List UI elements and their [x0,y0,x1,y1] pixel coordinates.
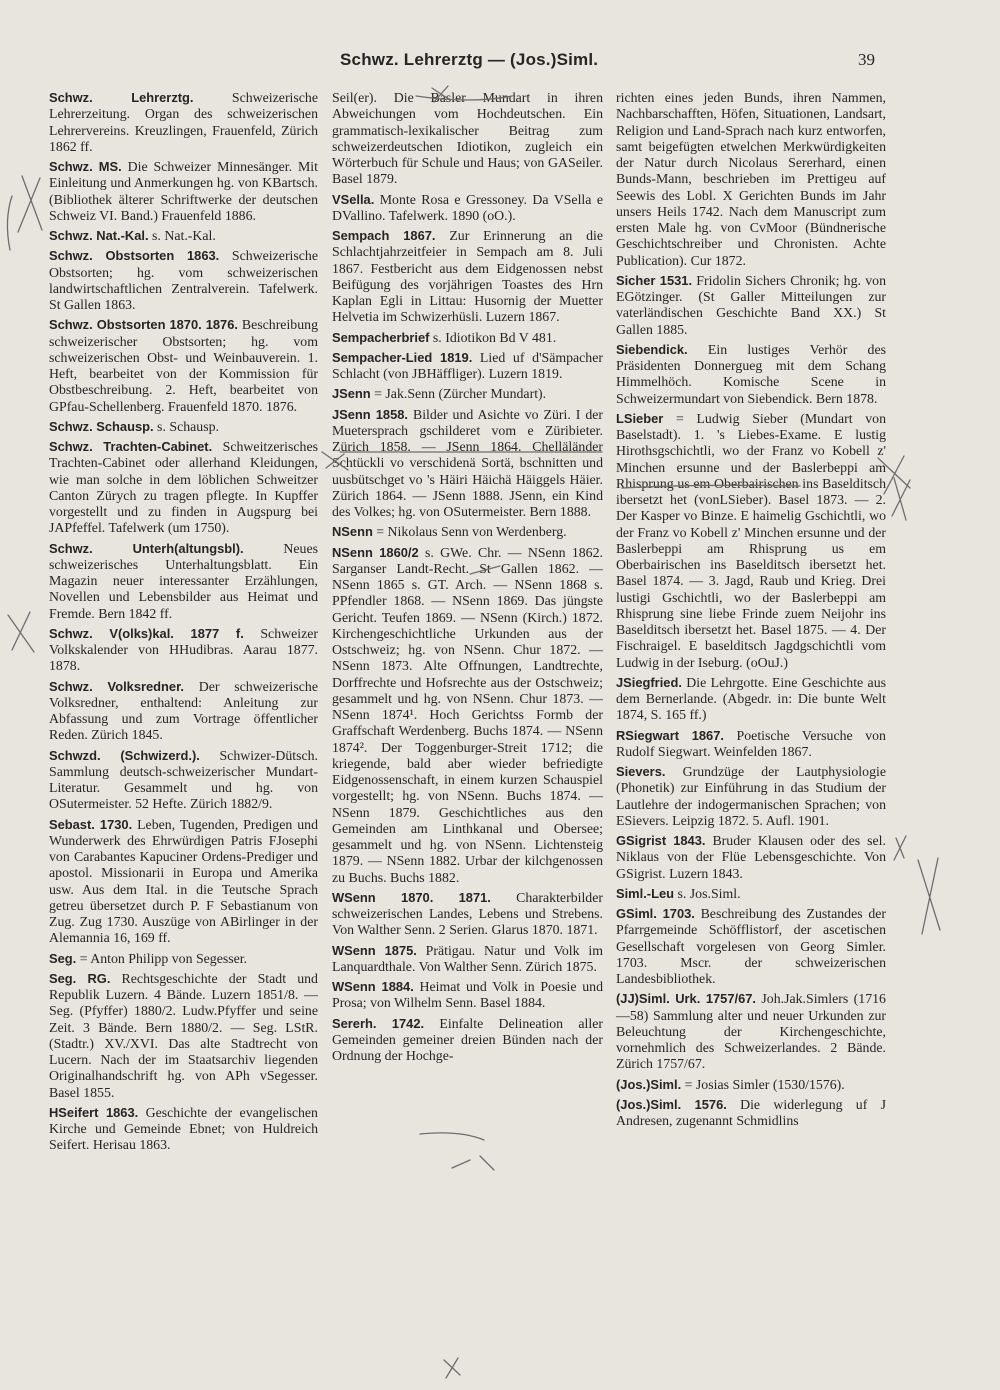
entry-text: Bruder Klausen oder des sel. Niklaus von der Flüe Lebensgeschichte. Von GSigrist. Luzern 1843. [616,833,886,881]
entry-text: Fridolin Sichers Chronik; hg. von EGötzinger. (St Galler Mitteilungen zur vaterländischen Geschichte Band XX.) St Gallen 1885. [616,272,886,337]
dictionary-entry [332,979,603,1012]
entry-text: Schweizerische Obstsorten; hg. vom schweizerischen landwirtschaftlichen Zentralverein. Tafelwerk. St Gallen 1863. [49,248,318,312]
entry-headword: (Jos.)Siml. [616,1076,682,1092]
dictionary-entry [616,906,886,987]
entry-text: Schweizer Volkskalender von HHudibras. Aarau 1877. 1878. [49,625,318,674]
entry-text: Joh.Jak.Simlers (1716—58) Sammlung alter und neuer Urkunden zur Beleuchtung der Kirchengeschichte, vornehmlich des Schweizerlandes. 2 Bände. Zürich 1757/67. [616,991,886,1072]
entry-text: Ein lustiges Verhör des Präsidenten Donnergueg mit dem Schang Himmelhöch. Komische Scene in Schweizermundart von Siebendick. Bern 1878. [616,341,886,406]
entry-headword: Sempacher-Lied 1819. [332,349,473,365]
entry-text: = Anton Philipp von Segesser. [76,950,248,966]
dictionary-entry [332,330,603,346]
dictionary-entry [49,419,318,435]
entry-headword: Sempacherbrief [332,329,430,345]
entry-text: Heimat und Volk in Poesie und Prosa; von Wilhelm Senn. Basel 1884. [332,979,603,1011]
entry-headword: WSenn 1884. [332,979,414,994]
dictionary-entry [616,90,886,269]
dictionary-entry [49,159,318,224]
entry-text: s. Schausp. [153,418,219,434]
dictionary-entry [332,192,603,225]
entry-text: Poetische Versuche von Rudolf Siegwart. Weinfelden 1867. [616,727,886,759]
dictionary-entry [616,886,886,902]
entry-text: s. Nat.-Kal. [148,228,216,243]
pencil-cross-mark [18,176,42,232]
entry-text: Schweizerische Lehrerzeitung. Organ des schweizerischen Lehrervereins. Kreuzlingen, Frauenfeld, Zürich 1862 ff. [49,90,318,154]
dictionary-entry [49,248,318,313]
entry-headword: Sererh. 1742. [332,1015,425,1031]
entry-text: Prätigau. Natur und Volk im Lanquardthale. Von Walther Senn. Zürich 1875. [332,942,603,974]
entry-text: Bilder und Asichte vo Züri. I der Muetersprach gschilderet vom e Züribieter. Zürich 1858. — JSenn 1864. Chelläländer Schtückli vo verschidenä Sortä, bschnitten und uusbütschget vo 's Häiri Häichä Häiggels Häier. Zürich 1864. — JSenn 1888. JSenn, ein Kind des Volkes; hg. von OSutermeister. Bern 1888. [332,406,603,519]
entry-headword: Schwz. Obstsorten 1870. 1876. [49,317,238,333]
dictionary-entry [616,764,886,829]
dictionary-entry [616,833,886,882]
dictionary-entry [49,439,318,537]
entry-headword: Schwz. Obstsorten 1863. [49,248,220,264]
entry-text: Neues schweizerisches Unterhaltungsblatt. Ein Magazin neuer interessanter Erzählungen, Novellen und Lebensbilder aus Heimat und Fremde. Bern 1842 ff. [49,540,318,621]
dictionary-entry [49,541,318,622]
pencil-cross-mark [918,858,940,934]
dictionary-entry [49,1105,318,1154]
column-right [616,90,886,1133]
dictionary-entry [616,1097,886,1130]
entry-headword: HSeifert 1863. [49,1104,139,1120]
entry-text: Geschichte der evangelischen Kirche und Gemeinde Ebnet; von Huldreich Seifert. Herisau 1863. [49,1104,318,1153]
dictionary-entry [616,411,886,671]
pencil-bracket [7,196,12,250]
dictionary-entry [332,890,603,939]
entry-headword: Schwz. Nat.-Kal. [49,228,149,243]
dictionary-entry [332,524,603,540]
entry-headword: VSella. [332,191,375,207]
entry-text: s. GWe. Chr. — NSenn 1862. Sarganser Landt-Recht. St Gallen 1862. — NSenn 1865 s. GT. Arch. — NSenn 1868 s. PPfendler 1868. — NSenn 1869. Das jüngste Gericht. Teufen 1869. — NSenn (Kirch.) 1872. Kirchengeschichtliche Urkunden aus der Ostschweiz; hg. von NSenn. Chur 1872. — NSenn 1873. Alte Offnungen, Landtrechte, Dorffrechte und Hofsrechte aus der Ostschweiz; gesammelt und hg. von NSenn. Chur 1873. — NSenn 1874¹. Hoch Gerichtss Formb der Graffschaft Werdenberg. Buchs 1874. — NSenn 1874². Der Toggenburger-Streit 1712; die kriegende, bald aber wieder befriedigte Eidgenossenschaft, in einem kurzen Schauspiel vorgestellt; hg. von NSenn. Buchs 1874. — NSenn 1879. Geschichtliches aus den Gemeinden am Linthkanal und Obersee; gesammelt und hg. von NSenn. Lichtensteig 1879. — NSenn 1882. Urbar der kilchgenossen zu Buchs. Buchs 1882. [332,544,603,885]
entry-headword: JSenn [332,386,371,402]
pencil-cross-mark [444,1358,460,1378]
entry-headword: Schwz. Schausp. [49,418,154,434]
entry-text: Die Lehrgotte. Eine Geschichte aus dem Bernerlande. (Abgedr. in: Die bunte Welt 1874, S. 165 ff.) [616,674,886,723]
dictionary-entry [49,228,318,244]
dictionary-entry [49,626,318,675]
dictionary-entry [49,951,318,967]
dictionary-entry [616,273,886,338]
entry-headword: GSigrist 1843. [616,833,706,848]
entry-text: Beschreibung schweizerischer Obstsorten; hg. vom schweizerischen Obst- und Weinbauverein. 1. Heft, bearbeitet von der Kommission für Obstbeschreibung. 2. Heft, bearbeitet von GPfau-Schellenberg. Frauenfeld 1870. 1876. [49,317,318,414]
entry-text: Der schweizerische Volksredner, enthaltend: Anleitung zur Abfassung und zum Vortrage öffentlicher Reden. Zürich 1845. [49,678,318,743]
entry-headword: LSieber [616,410,664,426]
entry-headword: Seg. RG. [49,970,111,986]
entry-headword: NSenn [332,524,373,540]
entry-headword: JSenn 1858. [332,406,409,422]
entry-headword: Seg. [49,950,77,966]
entry-text: richten eines jeden Bunds, ihren Nammen, Nachbarschafften, Höfen, Situationen, Landsart, Religion und Land-Sprach nach kurz entworfen, samt beigefügten etwelchen Merkwürdigkeiten der Natur durch Nicolaus Sererhard, einen Bunds-Mann, beschrieben im Prettigeu auf Seewis des Lobl. X Gerichten Bunds im Jahr unsers Heils 1742. Nach dem Manuscript zum ersten Male hg. von CvMoor (Bündnerische Geschichtschreiber und Chronisten. Achte Publication). Cur 1872. [616,90,886,268]
entry-headword: Schwz. Unterh(altungsbl). [49,540,244,556]
entry-headword: Sievers. [616,764,666,779]
entry-headword: (JJ)Siml. Urk. 1757/67. [616,991,756,1007]
entry-headword: WSenn 1875. [332,942,417,958]
dictionary-entry [616,342,886,407]
entry-text: Schwizer-Dütsch. Sammlung deutsch-schweizerischer Mundart-Literatur. Gesammelt und hg. von OSutermeister. 52 Hefte. Zürich 1882/9. [49,747,319,812]
dictionary-entry [332,407,603,521]
entry-text: Grundzüge der Lautphysiologie (Phonetik) zur Einführung in das Studium der Lautlehre der indogermanischen Sprachen; von ESievers. Leipzig 1872. 5. Aufl. 1901. [616,764,886,828]
dictionary-entry [332,90,603,188]
dictionary-entry [332,943,603,976]
entry-headword: (Jos.)Siml. 1576. [616,1096,727,1112]
entry-text: Beschreibung des Zustandes der Pfarrgemeinde Schöfflistorf, der ascetischen Gesellschaft vorgelesen von Georg Simler. 1703. Mscr. der schweizerischen Landesbibliothek. [616,906,886,986]
entry-text: Seil(er). Die Basler Mundart in ihren Abweichungen vom Hochdeutschen. Ein grammatisch-lexikalischer Beitrag zum schweizerdeutschen Idiotikon, zugleich ein Wörterbuch für Schule und Haus; von GASeiler. Basel 1879. [332,90,603,187]
dictionary-entry [616,991,886,1072]
dictionary-entry [332,228,603,326]
dictionary-columns [49,90,887,1305]
dictionary-entry [616,728,886,761]
entry-headword: Schwz. MS. [49,159,122,174]
column-middle [332,90,603,1068]
entry-headword: JSiegfried. [616,674,682,690]
entry-headword: Sempach 1867. [332,228,436,243]
entry-headword: Schwz. V(olks)kal. 1877 f. [49,625,244,641]
dictionary-entry [49,90,318,155]
entry-headword: Sebast. 1730. [49,816,133,832]
entry-headword: Schwz. Trachten-Cabinet. [49,439,213,454]
dictionary-entry [49,317,318,415]
entry-text: s. Jos.Siml. [674,885,741,901]
entry-text: Schweitzerisches Trachten-Cabinet oder allerhand Kleidungen, wie man solche in dem löblichen Schweitzer Canton Zürych zu tragen pflegte. In Kupffer vorgestellt und zu finden in Augspurg bei JAPfeffel. Tafelwerk (um 1750). [49,439,318,536]
pencil-cross-mark [894,836,906,860]
entry-headword: NSenn 1860/2 [332,544,419,560]
dictionary-entry [616,1077,886,1093]
entry-headword: Schwz. Volksredner. [49,678,184,694]
dictionary-entry [49,817,318,947]
entry-text: Die widerlegung uf J Andresen, zugenannt Schmidlins [616,1096,886,1128]
entry-text: Monte Rosa e Gressoney. Da VSella e DVallino. Tafelwerk. 1890 (oO.). [332,191,603,223]
entry-text: Leben, Tugenden, Predigen und Wunderwerk des Ehrwürdigen Patris FJosephi von Carabantes Kapuciner Ordens-Prediger und apostol. Missionarii in Europa und Amerika usw. Aus dem Ital. in die Teutsche Sprach getreu übersetzet durch P. F Sebastianum von Zug. Zug 1730. Auszüge von ABirlinger in der Alemannia 16, 169 ff. [49,816,318,946]
running-head: Schwz. Lehrerztg — (Jos.)Siml. [340,50,599,69]
entry-text: = Josias Simler (1530/1576). [681,1076,845,1092]
page-number: 39 [858,50,875,69]
entry-headword: WSenn 1870. 1871. [332,889,491,905]
entry-text: Charakterbilder schweizerischen Landes, Lebens und Strebens. Von Walther Senn. 2 Serien. Glarus 1870. 1871. [332,889,603,938]
entry-text: = Jak.Senn (Zürcher Mundart). [370,386,547,402]
entry-headword: Siml.-Leu [616,885,675,901]
entry-text: Lied uf d'Sämpacher Schlacht (von JBHäffliger). Luzern 1819. [332,349,603,381]
entry-headword: GSiml. 1703. [616,906,695,921]
entry-headword: RSiegwart 1867. [616,727,724,743]
entry-headword: Sicher 1531. [616,272,693,288]
entry-text: s. Idiotikon Bd V 481. [429,329,557,345]
dictionary-entry [332,386,603,402]
dictionary-entry [49,748,318,813]
entry-text: = Ludwig Sieber (Mundart von Baselstadt). 1. 's Liebes-Exame. E lustig Hirothsgschichtli, wo der Franz vo Kobell z' Minchen ersunne und der Baslerbeppi am Rhisprung us em Oberbairischen ins Baselditsch ibersetzt het (vonLSieber). Basel 1873. — 2. Der Kasper vo Binze. E haimelig Gschichtli, wo der Franz vo Kobell z' Minchen ersunne und der Baslerbeppi am Rhisprung us em Oberbairischen ins Baselditsch ibersetzt het. Basel 1874. — 3. Jagd, Raub und Krieg. Drei lustigi Gschichtli, wo der Baslerbeppi am Rhisprung sine liebe Frinde zuem Neijohr ins Baselditsch ibersetzt het. Basel 1875. — 4. Der Fischraigel. E baselditsch Jagdgschichtli vom Ludwig in der Iseburg. (oOuJ.) [616,410,886,670]
page-header [0,50,1000,78]
dictionary-entry [49,971,318,1101]
dictionary-entry [332,545,603,886]
entry-text: = Nikolaus Senn von Werdenberg. [372,524,567,540]
dictionary-entry [332,1016,603,1065]
entry-text: Einfalte Delineation aller Gemeinden gemeiner dreien Bünden nach der Ordnung der Hochge- [332,1015,604,1063]
entry-text: Rechtsgeschichte der Stadt und Republik Luzern. 4 Bände. Luzern 1851/8. — Seg. (Pfyffer) 1880/2. Ludw.Pfyffer und seine Zeit. 3 Bände. Bern 1880/2. — Seg. LStR. (Stadtr.) XV./XVI. Das alte Stadtrecht von Lucern. Nach der im Staatsarchiv liegenden Originalhandschrift hg. von APh vSegesser. Basel 1855. [49,970,318,1100]
pencil-cross-mark [8,612,34,652]
column-left [49,90,318,1158]
entry-headword: Schwzd. (Schwizerd.). [49,747,200,763]
entry-headword: Siebendick. [616,341,688,357]
entry-text: Zur Erinnerung an die Schlachtjahrzeitfeier in Sempach am 8. Juli 1867. Festbericht aus dem Eidgenossen nebst Beifügung des vorjährigen Toastes des Hrn Kaplan Egli in Littau: Husornig der Muetter Helvetia im Schwizerhüsli. Luzern 1867. [332,228,604,325]
pencil-cross-mark [892,478,910,520]
dictionary-entry [49,679,318,744]
entry-headword: Schwz. Lehrerztg. [49,90,194,105]
dictionary-entry [332,350,603,383]
dictionary-entry [616,675,886,724]
entry-text: Die Schweizer Minnesänger. Mit Einleitung und Anmerkungen hg. von KBartsch. (Bibliothek älterer Schriftwerke der deutschen Schweiz VI. Band.) Frauenfeld 1886. [49,159,318,223]
